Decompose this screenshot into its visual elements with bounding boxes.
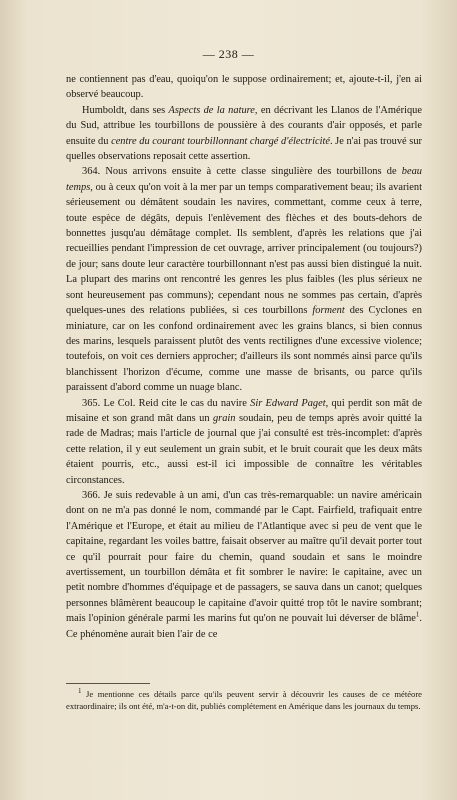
footnote-divider [66, 683, 150, 684]
paragraph-number: 366. [82, 489, 101, 501]
paragraph [66, 396, 422, 488]
page-number: — 238 — [202, 47, 255, 61]
text-run: Je suis redevable à un ami, d'un cas très-remarquable: un navire américain dont on ne m'a pas donné le nom, commandé par le Capt. Fairfield, trafiquait entre l'Amérique et l'Europe, et était au milieu de l'Atlantique avec si peu de vent que le capitaine, regardant les voiles battre, faisait observer au maître qu'il devait porter tout ce qu'il pourrait pour faire du chemin, quand soudain et sans le moindre avertissement, un tourbillon démâta et fit sombrer le navire: le capitaine, avec un petit nombre d'hommes d'équipage et de passagers, se sauva dans un canot; quelques personnes blâmèrent beaucoup le capitaine d'avoir quitté trop tôt le navire sombrant; mais l'opinion générale parmi les marins fut qu'on ne pouvait lui déverser de blâme [66, 489, 422, 625]
text-run: , qui perdit son mât de misaine et son grand mât dans un [66, 397, 422, 424]
footnote-reference: 1 [415, 610, 420, 619]
text-run: , ou à ceux qu'on voit à la mer par un temps comparativement beau; ils avarient sérieusement ou démâtent soudain les navires, commettant, comme ceux à terre, toute espèce de dégâts, depuis l'enlèvement des flèches et des bouts-dehors de bonnettes jusqu'au démâtage complet. Ils semblent, d'après les relations que j'ai recueillies pendant l'impression de cet ouvrage, arriver principalement (ou toujours?) de jour; sans doute leur caractère tourbillonnant n'est pas aussi bien distingué la nuit. La plupart des marins ont rencontré les genres les plus faibles (les plus sérieux ne sont heureusement pas communs); cependant nous ne sommes pas certain, d'après quelques-unes des relations publiées, si ces tourbillons [66, 181, 422, 317]
italic-text: Sir Edward Paget [250, 397, 326, 409]
italic-text: centre du courant tourbillonnant chargé d'électricité [111, 135, 330, 147]
text-run: . Ce phénomène aurait bien l'air de ce [66, 613, 422, 640]
paragraph [66, 103, 422, 165]
text-run: . Je n'ai pas trouvé sur quelles observations reposait cette assertion. [66, 135, 422, 163]
italic-text: forment [312, 305, 345, 317]
italic-text: beau temps [66, 166, 422, 193]
text-run: Humboldt, dans ses [82, 104, 169, 116]
italic-text: grain [212, 412, 236, 424]
body-text [66, 72, 422, 642]
text-run: ne contiennent pas d'eau, quoiqu'on le suppose ordinairement; et, ajoute-t-il, j'en ai observé beaucoup. [66, 74, 422, 101]
text-run: Le Col. Reid cite le cas du navire [103, 397, 251, 409]
paragraph [66, 488, 422, 642]
paragraph [66, 72, 422, 103]
text-run: soudain, peu de temps après avoir quitté la rade de Madras; mais l'article de journal que j'ai consulté est très-incomplet: d'après cette relation, il y eut seulement un grain subit, et le bruit courait que les deux mâts étaient pourris, etc., aussi est-il ici impossible de connaître les véritables circonstances. [66, 412, 422, 486]
text-run: , en décrivant les Llanos de l'Amérique du Sud, attribue les tourbillons de poussière à des courants d'air opposés, et parle ensuite du [66, 104, 422, 147]
paragraph-number: 365. [82, 397, 101, 409]
footnote-marker: 1 [78, 687, 82, 696]
text-run: Nous arrivons ensuite à cette classe singulière des tourbillons de [105, 166, 402, 178]
paragraph [66, 164, 422, 395]
paragraph-number: 364. [82, 166, 101, 178]
italic-text: Aspects de la nature [168, 104, 255, 116]
footnote [66, 689, 422, 712]
footnote-text: Je mentionne ces détails parce qu'ils peuvent servir à découvrir les causes de ce météore extraordinaire; ils ont été, m'a-t-on dit, publiés complétement en Amérique dans les journaux du temps. [66, 689, 422, 711]
text-run: des Cyclones en miniature, car on les confond ordinairement avec les grains blancs, si bien connus des marins, lesquels paraissent plutôt des vents rectilignes d'une excessive violence; toutefois, on voit ces derniers approcher; d'ailleurs ils sont nommés ainsi parce qu'ils blanchissent l'horizon d'écume, comme une masse de brisants, ou parce qu'ils paraissent d'abord comme un nuage blanc. [66, 305, 422, 394]
